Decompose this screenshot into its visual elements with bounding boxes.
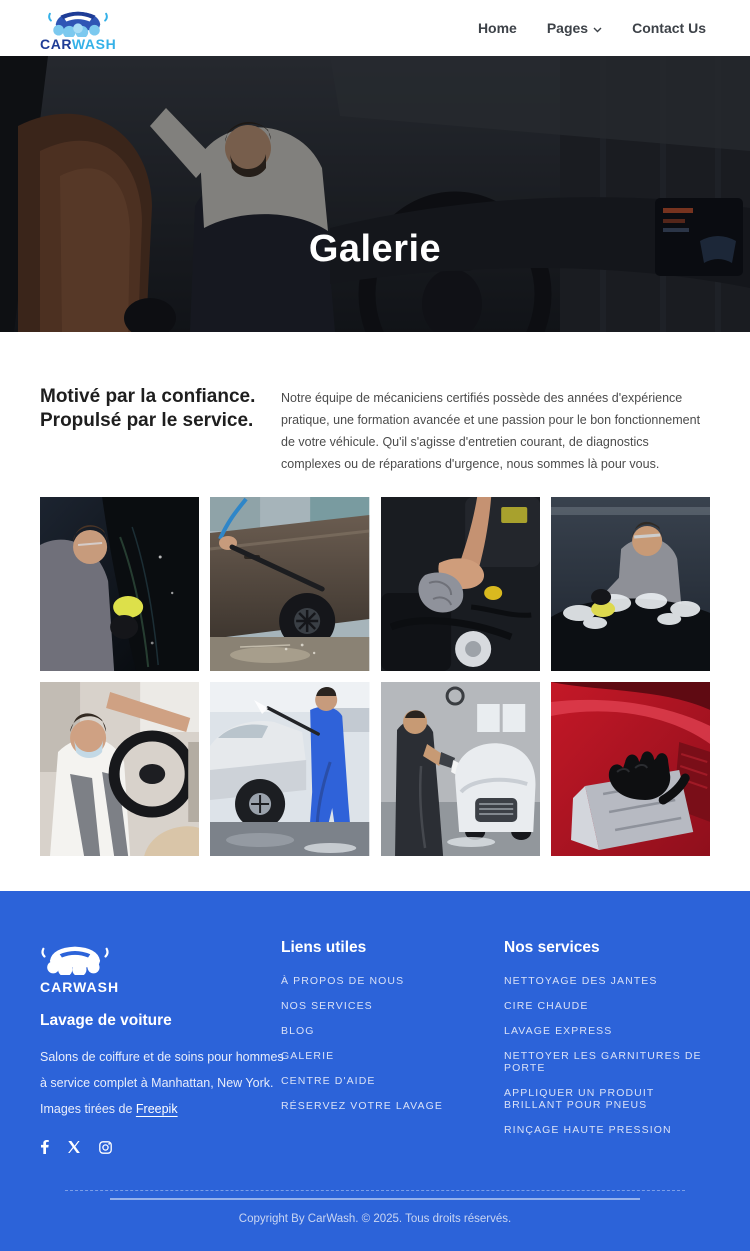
gallery-image-foam-spray-garage[interactable] [381, 682, 540, 856]
hero-banner [0, 56, 750, 332]
footer-column-title: Liens utiles [281, 939, 367, 956]
site-logo[interactable] [40, 5, 116, 51]
main-nav [478, 20, 706, 36]
footer-logo[interactable] [40, 939, 281, 994]
instagram-icon[interactable] [99, 1141, 112, 1154]
gallery-image-sedan-pressure-wash[interactable] [210, 682, 369, 856]
footer-link-galerie[interactable]: GALERIE [281, 1050, 335, 1062]
footer-logo-wordmark: CARWASH [40, 979, 120, 995]
intro-heading: Motivé par la confiance. Propulsé par le service. [40, 386, 256, 431]
footer-divider-solid [110, 1198, 640, 1200]
gallery-image-red-taillight-polish[interactable] [551, 682, 710, 856]
footer-link-produit-pneus[interactable]: APPLIQUER UN PRODUIT BRILLANT POUR PNEUS [504, 1087, 655, 1111]
footer-divider-dashed [65, 1190, 685, 1191]
chevron-down-icon [593, 20, 602, 36]
footer-link-rincage[interactable]: RINÇAGE HAUTE PRESSION [504, 1124, 672, 1136]
site-footer [0, 891, 750, 1251]
footer-link-reservez[interactable]: RÉSERVEZ VOTRE LAVAGE [281, 1100, 443, 1112]
footer-brand [40, 939, 284, 1154]
intro-paragraph: Notre équipe de mécaniciens certifiés possède des années d'expérience pratique, une formation avancée et une passion pour le bon fonctionnement de votre véhicule. Qu'il s'agisse d'entretien courant, de diagnostics complexes ou de réparations d'urgence, nous sommes là pour vous. [281, 391, 701, 471]
nav-item-home[interactable]: Home [477, 20, 517, 36]
carwash-logo-icon [47, 5, 109, 37]
nav-item-contact-us[interactable]: Contact Us [632, 20, 706, 36]
gallery-grid [40, 497, 710, 891]
footer-column-title: Nos services [504, 939, 600, 956]
freepik-link[interactable]: Freepik [135, 1102, 178, 1116]
gallery-image-engine-bay-wipe[interactable] [381, 497, 540, 671]
gallery-image-suv-pressure-wash[interactable] [210, 497, 369, 671]
hero-image [0, 56, 750, 332]
gallery-image-polishing-black-car[interactable] [40, 497, 199, 671]
footer-link-blog[interactable]: BLOG [281, 1025, 315, 1037]
footer-link-lavage-express[interactable]: LAVAGE EXPRESS [504, 1025, 613, 1037]
footer-services-column [504, 939, 710, 1154]
footer-link-a-propos[interactable]: À PROPOS DE NOUS [281, 975, 405, 987]
carwash-logo-icon-white [40, 939, 110, 980]
facebook-icon[interactable] [40, 1140, 49, 1154]
intro-section [0, 332, 750, 475]
copyright-text: Copyright By CarWash. © 2025. Tous droits réservés. [238, 1213, 512, 1225]
gallery-image-interior-cleaning[interactable] [40, 682, 199, 856]
nav-item-pages[interactable] [547, 20, 602, 36]
site-header [0, 0, 750, 56]
footer-social-row [40, 1140, 281, 1154]
footer-link-centre-aide[interactable]: CENTRE D'AIDE [281, 1075, 376, 1087]
x-twitter-icon[interactable] [68, 1141, 80, 1153]
footer-link-nos-services[interactable]: NOS SERVICES [281, 1000, 373, 1012]
footer-description: Salons de coiffure et de soins pour hommes à service complet à Manhattan, New York. Images tirées de Freepik [40, 1050, 284, 1116]
gallery-image-foam-hand-wash[interactable] [551, 497, 710, 671]
logo-wordmark: CARWASH [40, 36, 117, 52]
footer-tagline: Lavage de voiture [40, 1012, 172, 1029]
footer-link-cire-chaude[interactable]: CIRE CHAUDE [504, 1000, 589, 1012]
footer-links-column [281, 939, 504, 1154]
nav-pages-label: Pages [546, 20, 589, 36]
page-title: Galerie [308, 228, 442, 270]
footer-link-nettoyage-jantes[interactable]: NETTOYAGE DES JANTES [504, 975, 658, 987]
footer-link-garnitures-porte[interactable]: NETTOYER LES GARNITURES DE PORTE [504, 1050, 702, 1074]
